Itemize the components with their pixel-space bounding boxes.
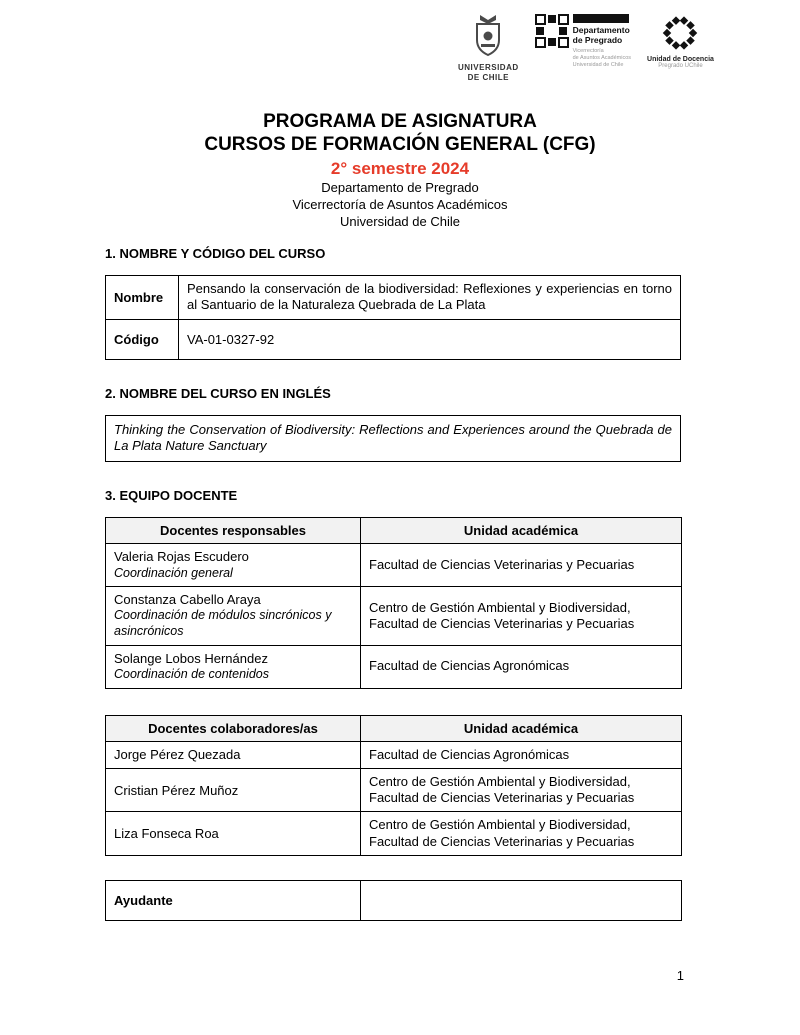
docencia-ring-icon (658, 14, 702, 54)
pregrado-squares-icon (535, 14, 569, 48)
document-header (0, 110, 800, 229)
header-logos (458, 14, 714, 83)
unidad-column-header: Unidad académica (361, 715, 682, 741)
ayudante-table (105, 880, 682, 921)
org-line-1: Departamento de Pregrado (321, 180, 479, 196)
docente-cell: Cristian Pérez Muñoz (106, 768, 361, 812)
pregrado-title-line1: Departamento (572, 25, 630, 35)
document-title-line2: CURSOS DE FORMACIÓN GENERAL (CFG) (204, 134, 596, 156)
docencia-logo (647, 14, 714, 69)
table-row (106, 544, 682, 587)
responsables-column-header: Docentes responsables (106, 518, 361, 544)
docente-role: Coordinación de módulos sincrónicos y asincrónicos (114, 608, 332, 639)
docente-role: Coordinación de contenidos (114, 666, 269, 681)
unidad-cell: Centro de Gestión Ambiental y Biodiversidad, Facultad de Ciencias Veterinarias y Pecuarias (361, 587, 682, 646)
docente-name: Constanza Cabello Araya (114, 592, 261, 608)
semester-title: 2° semestre 2024 (330, 159, 470, 179)
uchile-logo (458, 14, 519, 83)
colaboradores-column-header: Docentes colaboradores/as (106, 715, 361, 741)
table-header-row (106, 518, 682, 544)
pregrado-sub-line3: Universidad de Chile (572, 61, 624, 68)
org-line-2: Vicerrectoría de Asuntos Académicos (292, 196, 508, 212)
docente-cell (106, 587, 361, 646)
unidad-cell: Centro de Gestión Ambiental y Biodiversidad, Facultad de Ciencias Veterinarias y Pecuarias (361, 812, 682, 856)
ayudante-label-cell: Ayudante (106, 880, 361, 920)
pregrado-logo-subtext (573, 48, 631, 69)
docente-cell (106, 544, 361, 587)
pregrado-bar-icon (573, 14, 629, 23)
docentes-colaboradores-table (105, 715, 682, 856)
uchile-crest-icon (470, 14, 506, 60)
docencia-logo-subtitle: Pregrado UChile (658, 63, 703, 69)
pregrado-title-line2: de Pregrado (572, 34, 623, 45)
pregrado-logo-text (573, 14, 631, 69)
table-header-row (106, 715, 682, 741)
uchile-logo-text (458, 63, 519, 83)
unidad-cell: Facultad de Ciencias Veterinarias y Pecuarias (361, 544, 682, 587)
pregrado-sub-line2: de Asuntos Académicos (572, 54, 632, 61)
docente-role: Coordinación general (114, 565, 233, 580)
document-title-line1: PROGRAMA DE ASIGNATURA (263, 111, 537, 132)
docente-name: Solange Lobos Hernández (114, 650, 268, 666)
codigo-value-cell: VA-01-0327-92 (179, 319, 681, 359)
document-content (105, 246, 681, 921)
docente-cell: Liza Fonseca Roa (106, 812, 361, 856)
english-name-box: Thinking the Conservation of Biodiversity: Reflections and Experiences around the Quebrada de La Plata Nature Sanctuary (105, 415, 681, 463)
unidad-column-header: Unidad académica (361, 518, 682, 544)
course-name-table (105, 275, 681, 360)
nombre-value-cell: Pensando la conservación de la biodiversidad: Reflexiones y experiencias en torno al Santuario de la Naturaleza Quebrada de La Plata (179, 276, 681, 320)
docente-name: Valeria Rojas Escudero (114, 549, 249, 565)
org-line-3: Universidad de Chile (340, 213, 460, 229)
uchile-logo-line1: UNIVERSIDAD (458, 63, 519, 72)
table-row (106, 645, 682, 688)
codigo-label-cell: Código (106, 319, 179, 359)
unidad-cell: Facultad de Ciencias Agronómicas (361, 741, 682, 768)
table-row (106, 276, 681, 320)
nombre-label-cell: Nombre (106, 276, 179, 320)
pregrado-logo-title (573, 26, 631, 46)
table-row (106, 812, 682, 856)
table-row (106, 319, 681, 359)
unidad-cell: Facultad de Ciencias Agronómicas (361, 645, 682, 688)
pregrado-logo (535, 14, 631, 69)
table-row (106, 768, 682, 812)
unidad-cell: Centro de Gestión Ambiental y Biodiversidad, Facultad de Ciencias Veterinarias y Pecuarias (361, 768, 682, 812)
table-row (106, 587, 682, 646)
section2-heading: 2. NOMBRE DEL CURSO EN INGLÉS (105, 385, 331, 401)
uchile-logo-line2: DE CHILE (467, 73, 509, 82)
table-row (106, 880, 682, 920)
ayudante-value-cell (361, 880, 682, 920)
page-number: 1 (676, 968, 684, 983)
docencia-logo-title: Unidad de Docencia (647, 56, 714, 63)
docente-cell: Jorge Pérez Quezada (106, 741, 361, 768)
docente-cell (106, 645, 361, 688)
section3-heading: 3. EQUIPO DOCENTE (105, 488, 238, 504)
pregrado-sub-line1: Vicerrectoría (572, 47, 604, 54)
table-row (106, 741, 682, 768)
section1-heading: 1. NOMBRE Y CÓDIGO DEL CURSO (105, 246, 326, 261)
docentes-responsables-table (105, 517, 682, 688)
